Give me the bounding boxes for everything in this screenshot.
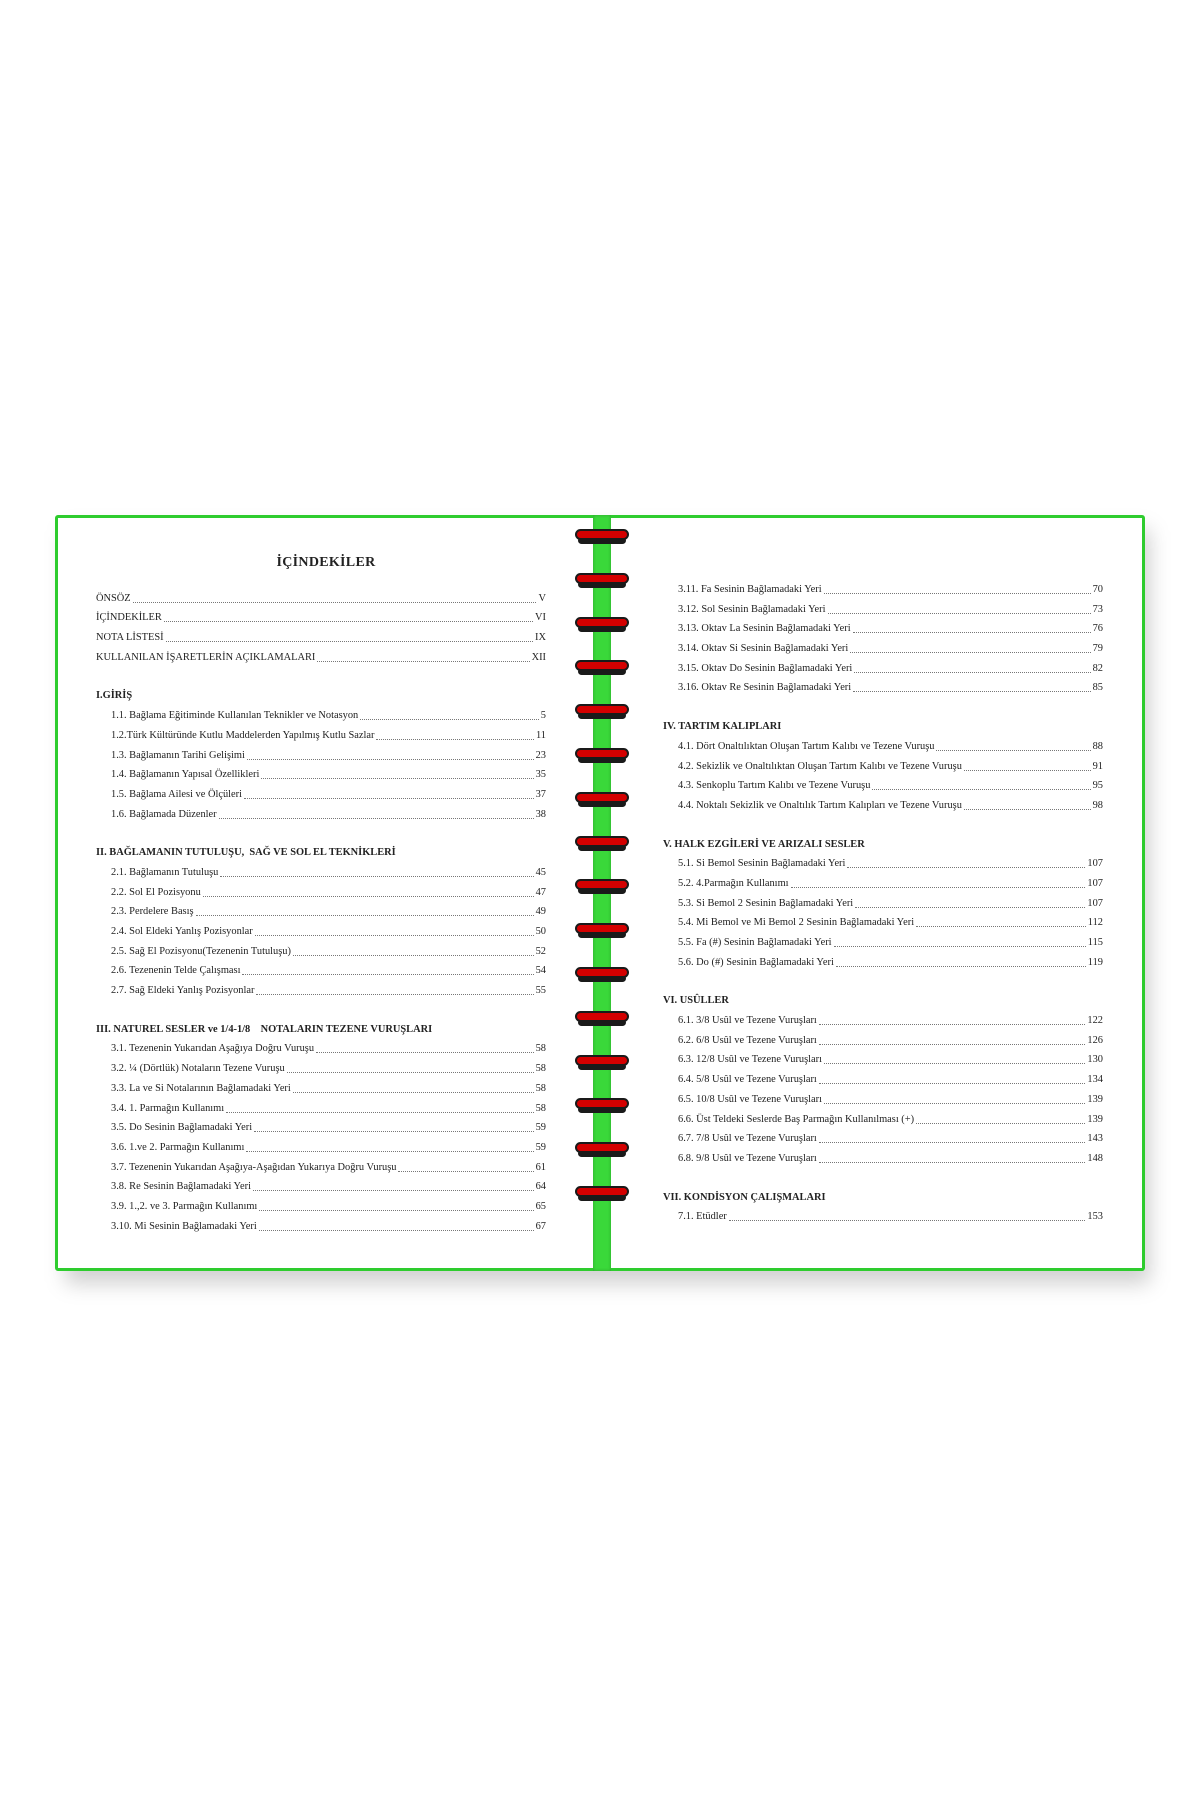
dot-leader — [196, 902, 534, 916]
toc-section-heading: III. NATUREL SESLER ve 1/4-1/8 NOTALARIN TEZENE VURUŞLARI — [96, 1023, 433, 1035]
dot-leader — [254, 1118, 533, 1132]
dot-leader — [253, 1177, 534, 1191]
toc-entry-page: 119 — [1087, 956, 1103, 968]
toc-entry-page: 76 — [1092, 623, 1103, 635]
toc-entry — [96, 1197, 546, 1217]
toc-entry — [96, 746, 546, 766]
dot-leader — [854, 659, 1090, 673]
toc-entry-label: 3.16. Oktav Re Sesinin Bağlamadaki Yeri — [678, 682, 852, 694]
toc-entry-label: İÇİNDEKİLER — [96, 612, 162, 624]
dot-leader — [819, 1011, 1086, 1025]
toc-entry — [96, 648, 546, 668]
toc-entry-page: 11 — [535, 729, 546, 741]
dot-leader — [219, 805, 534, 819]
toc-entry-label: 3.1. Tezenenin Yukarıdan Aşağıya Doğru Vuruşu — [111, 1043, 315, 1055]
toc-entry-label: KULLANILAN İŞARETLERİN AÇIKLAMALARI — [96, 651, 316, 663]
toc-entry — [96, 1118, 546, 1138]
toc-entry-page: 45 — [535, 866, 546, 878]
toc-entry — [663, 619, 1103, 639]
toc-entry — [96, 1138, 546, 1158]
toc-entry-page: 67 — [535, 1220, 546, 1232]
toc-entry-label: 4.3. Senkoplu Tartım Kalıbı ve Tezene Vuruşu — [678, 780, 871, 792]
right-toc — [663, 580, 1103, 1227]
toc-entry-label: 4.2. Sekizlik ve Onaltılıktan Oluşan Tartım Kalıbı ve Tezene Vuruşu — [678, 760, 962, 772]
toc-entry-label: 1.5. Bağlama Ailesi ve Ölçüleri — [111, 788, 243, 800]
dot-leader — [261, 765, 533, 779]
toc-entry-page: 95 — [1092, 780, 1103, 792]
dot-leader — [819, 1031, 1086, 1045]
dot-leader — [316, 1039, 534, 1053]
toc-entry — [96, 883, 546, 903]
spiral-ring — [575, 792, 629, 808]
dot-leader — [256, 981, 533, 995]
toc-entry-label: 3.4. 1. Parmağın Kullanımı — [111, 1102, 225, 1114]
spiral-notebook — [55, 515, 1145, 1275]
toc-entry — [96, 785, 546, 805]
toc-entry-page: 61 — [535, 1161, 546, 1173]
toc-entry-label: 4.1. Dört Onaltılıktan Oluşan Tartım Kalıbı ve Tezene Vuruşu — [678, 740, 935, 752]
dot-leader — [791, 874, 1086, 888]
toc-entry-label: 2.5. Sağ El Pozisyonu(Tezenenin Tutuluşu) — [111, 945, 291, 957]
toc-entry-label: 5.1. Si Bemol Sesinin Bağlamadaki Yeri — [678, 858, 846, 870]
toc-entry-label: 5.4. Mi Bemol ve Mi Bemol 2 Sesinin Bağlamadaki Yeri — [678, 917, 915, 929]
toc-entry-label: 6.8. 9/8 Usûl ve Tezene Vuruşları — [678, 1152, 817, 1164]
toc-entry — [663, 737, 1103, 757]
toc-entry-page: 54 — [535, 965, 546, 977]
ring-band — [575, 1098, 629, 1109]
dot-leader — [824, 1050, 1085, 1064]
toc-entry-page: 55 — [535, 985, 546, 997]
spiral-ring — [575, 660, 629, 676]
toc-entry — [96, 1079, 546, 1099]
dot-leader — [166, 628, 533, 642]
dot-leader — [729, 1207, 1086, 1221]
toc-entry-label: 2.7. Sağ Eldeki Yanlış Pozisyonlar — [111, 985, 255, 997]
toc-entry-label: 2.3. Perdelere Basış — [111, 906, 194, 918]
ring-band — [575, 836, 629, 847]
toc-entry-label: 6.7. 7/8 Usûl ve Tezene Vuruşları — [678, 1133, 817, 1145]
dot-leader — [964, 796, 1091, 810]
toc-entry-label: 3.2. ¼ (Dörtlük) Notaların Tezene Vuruşu — [111, 1063, 285, 1075]
ring-band — [575, 748, 629, 759]
spiral-ring — [575, 879, 629, 895]
toc-entry-page: 38 — [535, 808, 546, 820]
toc-entry — [663, 854, 1103, 874]
toc-entry-page: 58 — [535, 1082, 546, 1094]
dot-leader — [936, 737, 1090, 751]
dot-leader — [836, 953, 1086, 967]
toc-entry — [663, 1207, 1103, 1227]
dot-leader — [247, 746, 534, 760]
spiral-ring — [575, 1011, 629, 1027]
toc-entry-label: 1.3. Bağlamanın Tarihi Gelişimi — [111, 749, 245, 761]
toc-entry-label: 5.5. Fa (#) Sesinin Bağlamadaki Yeri — [678, 937, 832, 948]
toc-entry — [96, 942, 546, 962]
toc-entry-page: 79 — [1092, 643, 1103, 655]
left-page — [55, 515, 600, 1271]
toc-section-heading: I.GİRİŞ — [96, 690, 133, 702]
toc-entry-page: 35 — [535, 769, 546, 781]
toc-entry — [663, 1149, 1103, 1169]
dot-leader — [828, 600, 1091, 614]
dot-leader — [850, 639, 1090, 653]
toc-entry-label: 1.4. Bağlamanın Yapısal Özellikleri — [111, 769, 260, 781]
toc-entry-page: 88 — [1092, 740, 1103, 752]
toc-entry — [663, 1129, 1103, 1149]
toc-entry-page: 130 — [1087, 1054, 1103, 1066]
toc-entry — [96, 922, 546, 942]
ring-band — [575, 792, 629, 803]
toc-entry — [96, 608, 546, 628]
dot-leader — [916, 913, 1086, 927]
toc-entry-label: 6.4. 5/8 Usûl ve Tezene Vuruşları — [678, 1074, 817, 1086]
dot-leader — [819, 1070, 1086, 1084]
toc-entry-page: 91 — [1092, 760, 1103, 772]
toc-entry-label: 3.6. 1.ve 2. Parmağın Kullanımı — [111, 1141, 245, 1153]
dot-leader — [360, 706, 539, 720]
toc-entry — [663, 874, 1103, 894]
toc-entry-label: 1.1. Bağlama Eğitiminde Kullanılan Teknikler ve Notasyon — [111, 710, 359, 722]
toc-entry-label: 3.10. Mi Sesinin Bağlamadaki Yeri — [111, 1220, 257, 1232]
toc-entry-label: 5.3. Si Bemol 2 Sesinin Bağlamadaki Yeri — [678, 897, 854, 909]
toc-entry-label: 1.6. Bağlamada Düzenler — [111, 808, 217, 820]
toc-entry-label: 6.2. 6/8 Usûl ve Tezene Vuruşları — [678, 1034, 817, 1046]
dot-leader — [242, 961, 533, 975]
toc-entry-page: 143 — [1087, 1133, 1103, 1145]
ring-band — [575, 529, 629, 540]
toc-entry — [96, 726, 546, 746]
toc-section-heading: II. BAĞLAMANIN TUTULUŞU, SAĞ VE SOL EL TEKNİKLERİ — [96, 847, 396, 859]
toc-entry-page: 85 — [1092, 682, 1103, 694]
toc-entry — [96, 628, 546, 648]
toc-section-heading: VI. USÛLLER — [663, 995, 729, 1007]
toc-entry — [663, 678, 1103, 698]
toc-entry-page: 70 — [1092, 584, 1103, 595]
dot-leader — [317, 648, 529, 662]
dot-leader — [824, 580, 1091, 594]
toc-entry-label: 2.4. Sol Eldeki Yanlış Pozisyonlar — [111, 926, 253, 938]
toc-entry — [663, 757, 1103, 777]
toc-entry-label: 2.6. Tezenenin Telde Çalışması — [111, 965, 241, 977]
toc-entry-page: 5 — [540, 710, 546, 722]
right-page — [602, 515, 1145, 1271]
toc-entry-label: 3.14. Oktav Si Sesinin Bağlamadaki Yeri — [678, 643, 849, 655]
toc-entry-page: 23 — [535, 749, 546, 761]
toc-entry-page: 58 — [535, 1043, 546, 1055]
ring-band — [575, 879, 629, 890]
toc-entry — [96, 1158, 546, 1178]
ring-band — [575, 967, 629, 978]
toc-section-heading: VII. KONDİSYON ÇALIŞMALARI — [663, 1191, 826, 1203]
spiral-ring — [575, 704, 629, 720]
toc-entry-page: 59 — [535, 1122, 546, 1134]
toc-entry — [96, 1217, 546, 1237]
toc-entry — [96, 1177, 546, 1197]
toc-entry-label: 1.2.Türk Kültüründe Kutlu Maddelerden Yapılmış Kutlu Sazlar — [111, 729, 375, 741]
dot-leader — [398, 1158, 533, 1172]
toc-entry — [663, 1110, 1103, 1130]
dot-leader — [847, 854, 1085, 868]
toc-entry — [663, 1070, 1103, 1090]
ring-band — [575, 1011, 629, 1022]
toc-entry — [96, 706, 546, 726]
toc-entry-page: 148 — [1087, 1152, 1103, 1164]
toc-entry-page: V — [538, 592, 546, 604]
toc-title: İÇİNDEKİLER — [276, 555, 376, 570]
ring-band — [575, 1186, 629, 1197]
toc-entry-page: 153 — [1087, 1211, 1103, 1223]
toc-entry-page: 115 — [1087, 937, 1103, 948]
dot-leader — [916, 1110, 1085, 1124]
spiral-ring — [575, 923, 629, 939]
toc-entry-label: 3.12. Sol Sesinin Bağlamadaki Yeri — [678, 603, 826, 615]
toc-entry-label: 3.11. Fa Sesinin Bağlamadaki Yeri — [678, 584, 822, 595]
dot-leader — [293, 942, 534, 956]
toc-entry — [663, 1050, 1103, 1070]
dot-leader — [133, 589, 537, 603]
toc-entry — [663, 894, 1103, 914]
dot-leader — [872, 776, 1090, 790]
dot-leader — [203, 883, 534, 897]
dot-leader — [259, 1217, 534, 1231]
toc-entry-label: 3.8. Re Sesinin Bağlamadaki Yeri — [111, 1181, 251, 1193]
toc-entry — [663, 659, 1103, 679]
dot-leader — [244, 785, 534, 799]
ring-band — [575, 1055, 629, 1066]
toc-section-heading: IV. TARTIM KALIPLARI — [663, 721, 782, 733]
toc-entry-label: 3.15. Oktav Do Sesinin Bağlamadaki Yeri — [678, 662, 853, 674]
toc-entry-page: 49 — [535, 906, 546, 918]
ring-band — [575, 704, 629, 715]
toc-entry-label: 5.6. Do (#) Sesinin Bağlamadaki Yeri — [678, 956, 834, 968]
dot-leader — [259, 1197, 533, 1211]
toc-entry-page: 58 — [535, 1063, 546, 1075]
left-toc — [96, 553, 546, 1236]
dot-leader — [824, 1090, 1085, 1104]
toc-entry — [663, 1090, 1103, 1110]
toc-entry — [663, 913, 1103, 933]
toc-entry-page: 98 — [1092, 799, 1103, 811]
toc-entry — [96, 589, 546, 609]
toc-entry-label: 7.1. Etüdler — [678, 1211, 727, 1223]
toc-entry — [663, 1011, 1103, 1031]
ring-band — [575, 1142, 629, 1153]
toc-entry-page: 73 — [1092, 603, 1103, 615]
spiral-ring — [575, 1055, 629, 1071]
toc-entry-label: 3.7. Tezenenin Yukarıdan Aşağıya-Aşağıdan Yukarıya Doğru Vuruşu — [111, 1161, 397, 1173]
toc-entry-label: 5.2. 4.Parmağın Kullanımı — [678, 877, 789, 889]
toc-entry-label: 6.3. 12/8 Usûl ve Tezene Vuruşları — [678, 1054, 822, 1066]
toc-entry-page: 122 — [1087, 1015, 1103, 1027]
toc-entry-page: 107 — [1087, 858, 1103, 870]
dot-leader — [220, 863, 533, 877]
toc-entry-page: 134 — [1087, 1074, 1103, 1086]
toc-entry-page: 112 — [1087, 917, 1103, 929]
dot-leader — [819, 1129, 1086, 1143]
spiral-ring — [575, 836, 629, 852]
dot-leader — [246, 1138, 533, 1152]
dot-leader — [855, 894, 1085, 908]
toc-entry — [663, 796, 1103, 816]
toc-entry-label: 2.2. Sol El Pozisyonu — [111, 886, 201, 898]
toc-entry — [96, 863, 546, 883]
toc-entry — [96, 1059, 546, 1079]
toc-entry — [96, 1039, 546, 1059]
toc-entry-page: 52 — [535, 945, 546, 957]
toc-entry-page: 37 — [535, 788, 546, 800]
toc-entry-page: VI — [535, 612, 546, 624]
toc-entry — [96, 1099, 546, 1119]
dot-leader — [255, 922, 534, 936]
spiral-ring — [575, 1098, 629, 1114]
toc-entry-label: 6.6. Üst Teldeki Seslerde Baş Parmağın Kullanılması (+) — [678, 1113, 915, 1125]
ring-band — [575, 617, 629, 628]
dot-leader — [376, 726, 534, 740]
toc-entry-page: 58 — [535, 1102, 546, 1114]
toc-entry-label: 2.1. Bağlamanın Tutuluşu — [111, 866, 219, 878]
spiral-ring — [575, 573, 629, 589]
toc-entry-page: XII — [531, 651, 546, 663]
toc-entry-page: IX — [535, 632, 546, 644]
ring-band — [575, 573, 629, 584]
toc-entry — [96, 765, 546, 785]
toc-entry-label: 3.5. Do Sesinin Bağlamadaki Yeri — [111, 1122, 253, 1134]
toc-entry — [663, 1031, 1103, 1051]
dot-leader — [853, 678, 1090, 692]
toc-entry — [663, 580, 1103, 600]
dot-leader — [293, 1079, 534, 1093]
toc-entry-label: 3.9. 1.,2. ve 3. Parmağın Kullanımı — [111, 1200, 258, 1212]
toc-entry-label: 4.4. Noktalı Sekizlik ve Onaltılık Tartım Kalıpları ve Tezene Vuruşu — [678, 799, 962, 811]
spiral-ring — [575, 529, 629, 545]
toc-entry-label: 3.3. La ve Si Notalarının Bağlamadaki Yeri — [111, 1082, 291, 1094]
ring-band — [575, 660, 629, 671]
spiral-ring — [575, 967, 629, 983]
toc-entry-page: 82 — [1092, 662, 1103, 674]
toc-entry — [663, 600, 1103, 620]
ring-band — [575, 923, 629, 934]
toc-entry-page: 64 — [535, 1181, 546, 1193]
toc-entry-page: 65 — [535, 1200, 546, 1212]
toc-entry-page: 139 — [1087, 1113, 1103, 1125]
toc-entry — [96, 902, 546, 922]
toc-entry-page: 107 — [1087, 897, 1103, 909]
dot-leader — [853, 619, 1091, 633]
spiral-ring — [575, 1186, 629, 1202]
toc-entry-label: 6.5. 10/8 Usûl ve Tezene Vuruşları — [678, 1093, 822, 1105]
dot-leader — [819, 1149, 1086, 1163]
toc-entry — [96, 961, 546, 981]
toc-entry — [96, 805, 546, 825]
dot-leader — [226, 1099, 533, 1113]
toc-entry — [663, 953, 1103, 973]
toc-entry — [663, 639, 1103, 659]
toc-entry — [96, 981, 546, 1001]
toc-entry-label: 6.1. 3/8 Usûl ve Tezene Vuruşları — [678, 1015, 817, 1027]
toc-entry-label: 3.13. Oktav La Sesinin Bağlamadaki Yeri — [678, 623, 851, 635]
toc-entry-page: 139 — [1087, 1093, 1103, 1105]
toc-entry — [663, 933, 1103, 953]
spiral-ring — [575, 748, 629, 764]
toc-section-heading: V. HALK EZGİLERİ VE ARIZALI SESLER — [663, 838, 865, 850]
toc-entry — [663, 776, 1103, 796]
dot-leader — [834, 933, 1086, 947]
toc-entry-page: 126 — [1087, 1034, 1103, 1046]
dot-leader — [164, 608, 533, 622]
spiral-ring — [575, 617, 629, 633]
spiral-ring — [575, 1142, 629, 1158]
toc-entry-label: ÖNSÖZ — [96, 592, 131, 604]
toc-entry-page: 50 — [535, 926, 546, 938]
dot-leader — [287, 1059, 534, 1073]
dot-leader — [964, 757, 1091, 771]
toc-entry-page: 47 — [535, 886, 546, 898]
toc-entry-label: NOTA LİSTESİ — [96, 632, 164, 644]
toc-entry-page: 59 — [535, 1141, 546, 1153]
toc-entry-page: 107 — [1087, 877, 1103, 889]
